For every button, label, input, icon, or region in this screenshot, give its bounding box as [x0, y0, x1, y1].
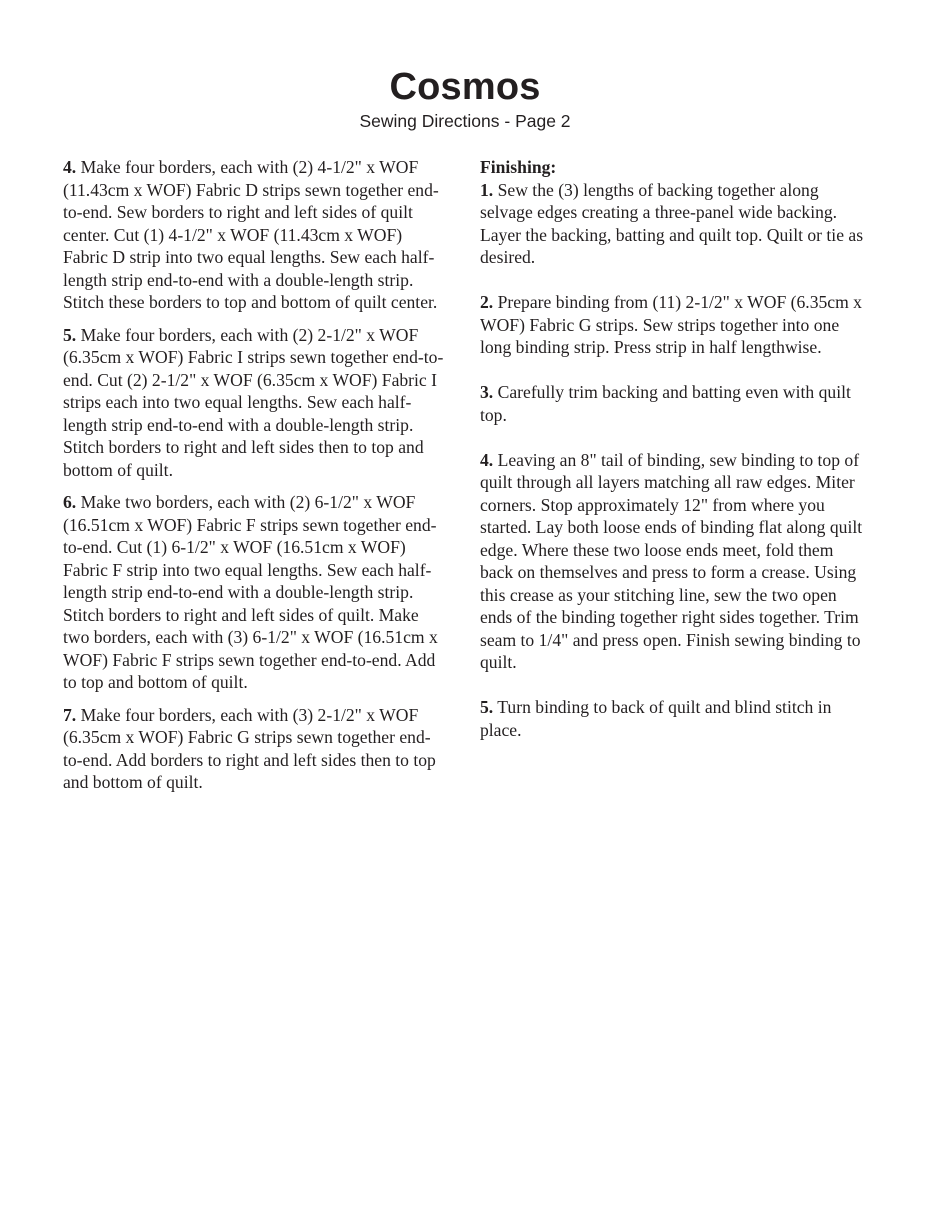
step-text: Make four borders, each with (3) 2-1/2" x WOF (6.35cm x WOF) Fabric G strips sewn together end-to-end. Add borders to right and left sides then to top and bottom of quilt.	[63, 704, 436, 792]
step-text: Carefully trim backing and batting even with quilt top.	[480, 382, 851, 425]
step-text: Turn binding to back of quilt and blind stitch in place.	[480, 697, 832, 740]
finishing-step-4	[480, 449, 864, 674]
finishing-step-2	[480, 291, 864, 359]
step-4-border-d	[63, 156, 449, 314]
step-6-border-f	[63, 491, 449, 694]
finishing-heading: Finishing:	[480, 157, 557, 177]
finishing-step-3	[480, 381, 864, 426]
step-text: Sew the (3) lengths of backing together along selvage edges creating a three-panel wide backing. Layer the backing, batting and quilt top. Quilt or tie as desired.	[480, 179, 864, 267]
right-column	[480, 156, 864, 764]
page-title: Cosmos	[389, 66, 541, 108]
step-number: 1.	[480, 179, 494, 200]
finishing-step-1	[480, 179, 864, 269]
step-7-border-g	[63, 704, 449, 794]
step-number: 4.	[63, 157, 77, 177]
left-column	[63, 156, 449, 804]
step-text: Leaving an 8" tail of binding, sew binding to top of quilt through all layers matching all raw edges. Miter corners. Stop approximately 12" from where you started. Lay both loose ends of binding flat along quilt edge. Where these two loose ends meet, fold them back on themselves and press to form a crease. Using this crease as your stitching line, sew the two open ends of the binding together right sides together. Trim seam to 1/4" and press open. Finish sewing binding to quilt.	[480, 449, 863, 672]
step-number: 4.	[480, 449, 494, 470]
finishing-step-5	[480, 696, 864, 741]
step-number: 6.	[63, 492, 77, 512]
step-number: 2.	[480, 292, 494, 312]
page-header	[0, 64, 930, 132]
step-text: Prepare binding from (11) 2-1/2" x WOF (6.35cm x WOF) Fabric G strips. Sew strips together into one long binding strip. Press strip in half lengthwise.	[480, 292, 862, 357]
step-number: 7.	[63, 704, 77, 725]
step-number: 5.	[63, 324, 77, 345]
page-subtitle: Sewing Directions - Page 2	[359, 111, 571, 131]
step-number: 5.	[480, 697, 494, 717]
step-5-border-i	[63, 324, 449, 482]
step-text: Make four borders, each with (2) 2-1/2" x WOF (6.35cm x WOF) Fabric I strips sewn together end-to-end. Cut (2) 2-1/2" x WOF (6.35cm x WOF) Fabric I strips each into two equal lengths. Sew each half-length strip end-to-end with a double-length strip. Stitch borders to right and left sides then to top and bottom of quilt.	[63, 324, 444, 480]
step-number: 3.	[480, 382, 494, 402]
step-text: Make two borders, each with (2) 6-1/2" x WOF (16.51cm x WOF) Fabric F strips sewn together end-to-end. Cut (1) 6-1/2" x WOF (16.51cm x WOF) Fabric F strip into two equal lengths. Sew each half-length strip end-to-end with a double-length strip. Stitch borders to right and left sides of quilt. Make two borders, each with (3) 6-1/2" x WOF (16.51cm x WOF) Fabric F strips sewn together end-to-end. Add to top and bottom of quilt.	[63, 492, 438, 692]
step-text: Make four borders, each with (2) 4-1/2" x WOF (11.43cm x WOF) Fabric D strips sewn together end-to-end. Sew borders to right and left sides of quilt center. Cut (1) 4-1/2" x WOF (11.43cm x WOF) Fabric D strip into two equal lengths. Sew each half-length strip end-to-end with a double-length strip. Stitch these borders to top and bottom of quilt center.	[63, 157, 439, 312]
